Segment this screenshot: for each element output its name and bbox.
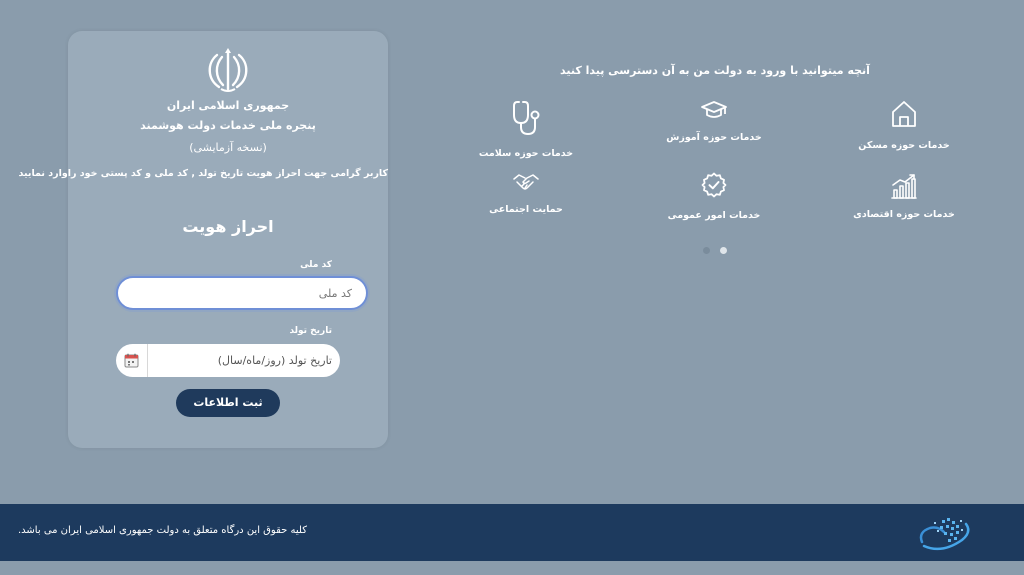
services-heading: آنچه میتوانید با ورود به دولت من به آن دسترسی پیدا کنید (560, 64, 870, 77)
national-code-input[interactable] (116, 276, 368, 310)
carousel-dot-2[interactable] (720, 247, 727, 254)
footer-copyright: کلیه حقوق این درگاه متعلق به دولت جمهوری اسلامی ایران می باشد. (18, 525, 307, 536)
service-economy-label: خدمات حوزه اقتصادی (853, 209, 955, 220)
dolat-man-logo-icon (916, 516, 974, 552)
chart-growth-icon (890, 172, 918, 200)
badge-check-icon (701, 172, 727, 198)
calendar-icon (124, 353, 139, 368)
graduation-cap-icon (700, 99, 728, 121)
service-housing-label: خدمات حوزه مسکن (858, 140, 950, 151)
birth-date-field (116, 344, 340, 377)
service-education[interactable] (644, 99, 784, 143)
stethoscope-icon (509, 99, 543, 137)
login-instruction: کاربر گرامی جهت احراز هویت تاریخ تولد , کد ملی و کد پستی خود راوارد نمایید (18, 168, 388, 179)
birth-date-label: تاریخ تولد (289, 326, 332, 336)
service-public-affairs-label: خدمات امور عمومی (667, 210, 761, 221)
bottom-strip (0, 561, 1024, 575)
service-social-support[interactable] (456, 172, 596, 215)
service-health[interactable] (456, 99, 596, 159)
version-note: (نسخه آزمایشی) (189, 141, 267, 154)
service-health-label: خدمات حوزه سلامت (478, 148, 574, 159)
submit-button[interactable]: ثبت اطلاعات (176, 389, 280, 417)
country-title: جمهوری اسلامی ایران (166, 99, 290, 112)
service-housing[interactable] (834, 99, 974, 151)
service-social-support-label: حمایت اجتماعی (489, 204, 563, 215)
carousel-dot-1[interactable] (703, 247, 710, 254)
service-public-affairs[interactable] (644, 172, 784, 221)
national-code-label: کد ملی (300, 260, 332, 270)
service-education-label: خدمات حوزه آموزش (666, 132, 762, 143)
house-icon (890, 99, 918, 129)
service-economy[interactable] (834, 172, 974, 220)
footer (0, 504, 1024, 561)
login-card (18, 31, 388, 448)
calendar-button[interactable] (116, 344, 148, 377)
birth-date-input[interactable] (149, 344, 340, 377)
iran-emblem-icon (203, 45, 253, 95)
handshake-icon (513, 172, 539, 192)
auth-title: احراز هویت (182, 217, 274, 236)
portal-title: پنجره ملی خدمات دولت هوشمند (140, 119, 316, 132)
